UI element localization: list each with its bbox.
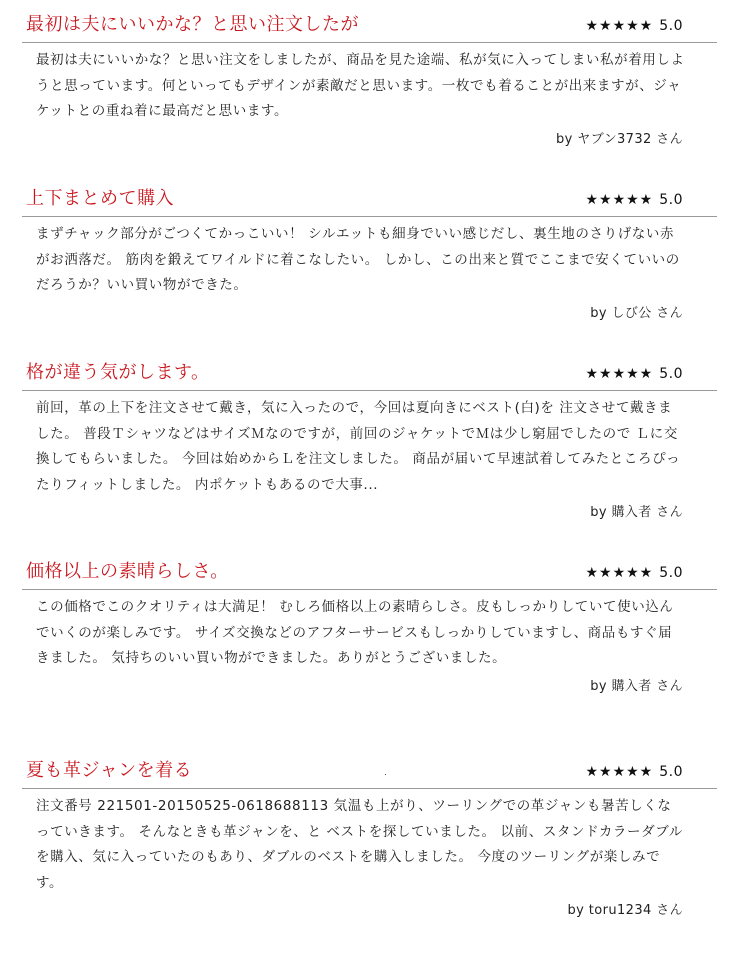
review-body: 注文番号 221501-20150525-0618688113 気温も上がり、ツーリングでの革ジャンも暑苦しくなっていきます。 そんなときも革ジャンを、と ベストを探していました。 以前、スタンドカラーダブルを購入、気に入っていたのもあり、ダブルのベストを購入しました。 今度のツーリングが楽しみです。 [36, 798, 683, 891]
star-rating-icon: ★★★★★ [585, 764, 654, 780]
review-rating [585, 764, 683, 780]
stray-dot [385, 774, 386, 775]
review-header [22, 754, 717, 789]
review-card [0, 182, 735, 321]
review-title: 格が違う気がします。 [26, 362, 210, 383]
review-header [22, 182, 717, 217]
review-score: 5.0 [659, 764, 683, 780]
review-title: 最初は夫にいいかな？と思い注文したが [26, 14, 359, 35]
review-author: by 購入者 さん [590, 505, 683, 520]
review-rating [585, 18, 683, 34]
review-rating [585, 565, 683, 581]
review-card [0, 754, 735, 918]
review-author: by 購入者 さん [590, 678, 683, 694]
star-rating-icon: ★★★★★ [585, 18, 654, 34]
review-author: by しび公 さん [590, 305, 683, 321]
review-body: まずチャック部分がごつくてかっこいい！ シルエットも細身でいい感じだし、裏生地のさりげない赤がお洒落だ。 筋肉を鍛えてワイルドに着こなしたい。 しかし、この出来と質でここまで安くていいのだろうか？いい買い物ができた。 [36, 226, 680, 293]
review-card [0, 356, 735, 520]
review-score: 5.0 [659, 192, 683, 208]
star-rating-icon: ★★★★★ [585, 192, 654, 208]
review-body: 前回，革の上下を注文させて戴き，気に入ったので，今回は夏向きにベスト(白)を 注文させて戴きました。 普段ＴシャツなどはサイズＭなのですが，前回のジャケットでＭは少し窮屈でしたので Ｌに交換してもらいました。 今回は始めからＬを注文しました。 商品が届いて早速試着してみたところぴったりフィットしました。 内ポケットもあるので大事... [36, 400, 681, 493]
review-header [22, 356, 717, 391]
review-rating [585, 366, 683, 382]
review-card [0, 555, 735, 694]
review-score: 5.0 [659, 565, 683, 581]
review-author: by toru1234 さん [567, 903, 683, 918]
review-rating [585, 192, 683, 208]
review-header [22, 555, 717, 590]
review-title: 夏も革ジャンを着る [26, 760, 193, 781]
star-rating-icon: ★★★★★ [585, 366, 654, 382]
review-title: 上下まとめて購入 [26, 188, 174, 209]
review-author: by ヤブン3732 さん [556, 131, 683, 147]
review-card [0, 8, 735, 147]
review-body: 最初は夫にいいかな？と思い注文をしましたが、商品を見た途端、私が気に入ってしまい私が着用しようと思っています。何といってもデザインが素敵だと思います。一枚でも着ることが出来ますが、ジャケットとの重ね着に最高だと思います。 [36, 52, 685, 119]
review-title: 価格以上の素晴らしさ。 [26, 561, 229, 582]
review-body: この価格でこのクオリティは大満足！ むしろ価格以上の素晴らしさ。皮もしっかりしていて使い込んでいくのが楽しみです。 サイズ交換などのアフターサービスもしっかりしていますし、商品もすぐ届きました。 気持ちのいい買い物ができました。ありがとうございました。 [36, 599, 674, 666]
review-score: 5.0 [659, 18, 683, 34]
review-header [22, 8, 717, 43]
star-rating-icon: ★★★★★ [585, 565, 654, 581]
review-score: 5.0 [659, 366, 683, 382]
